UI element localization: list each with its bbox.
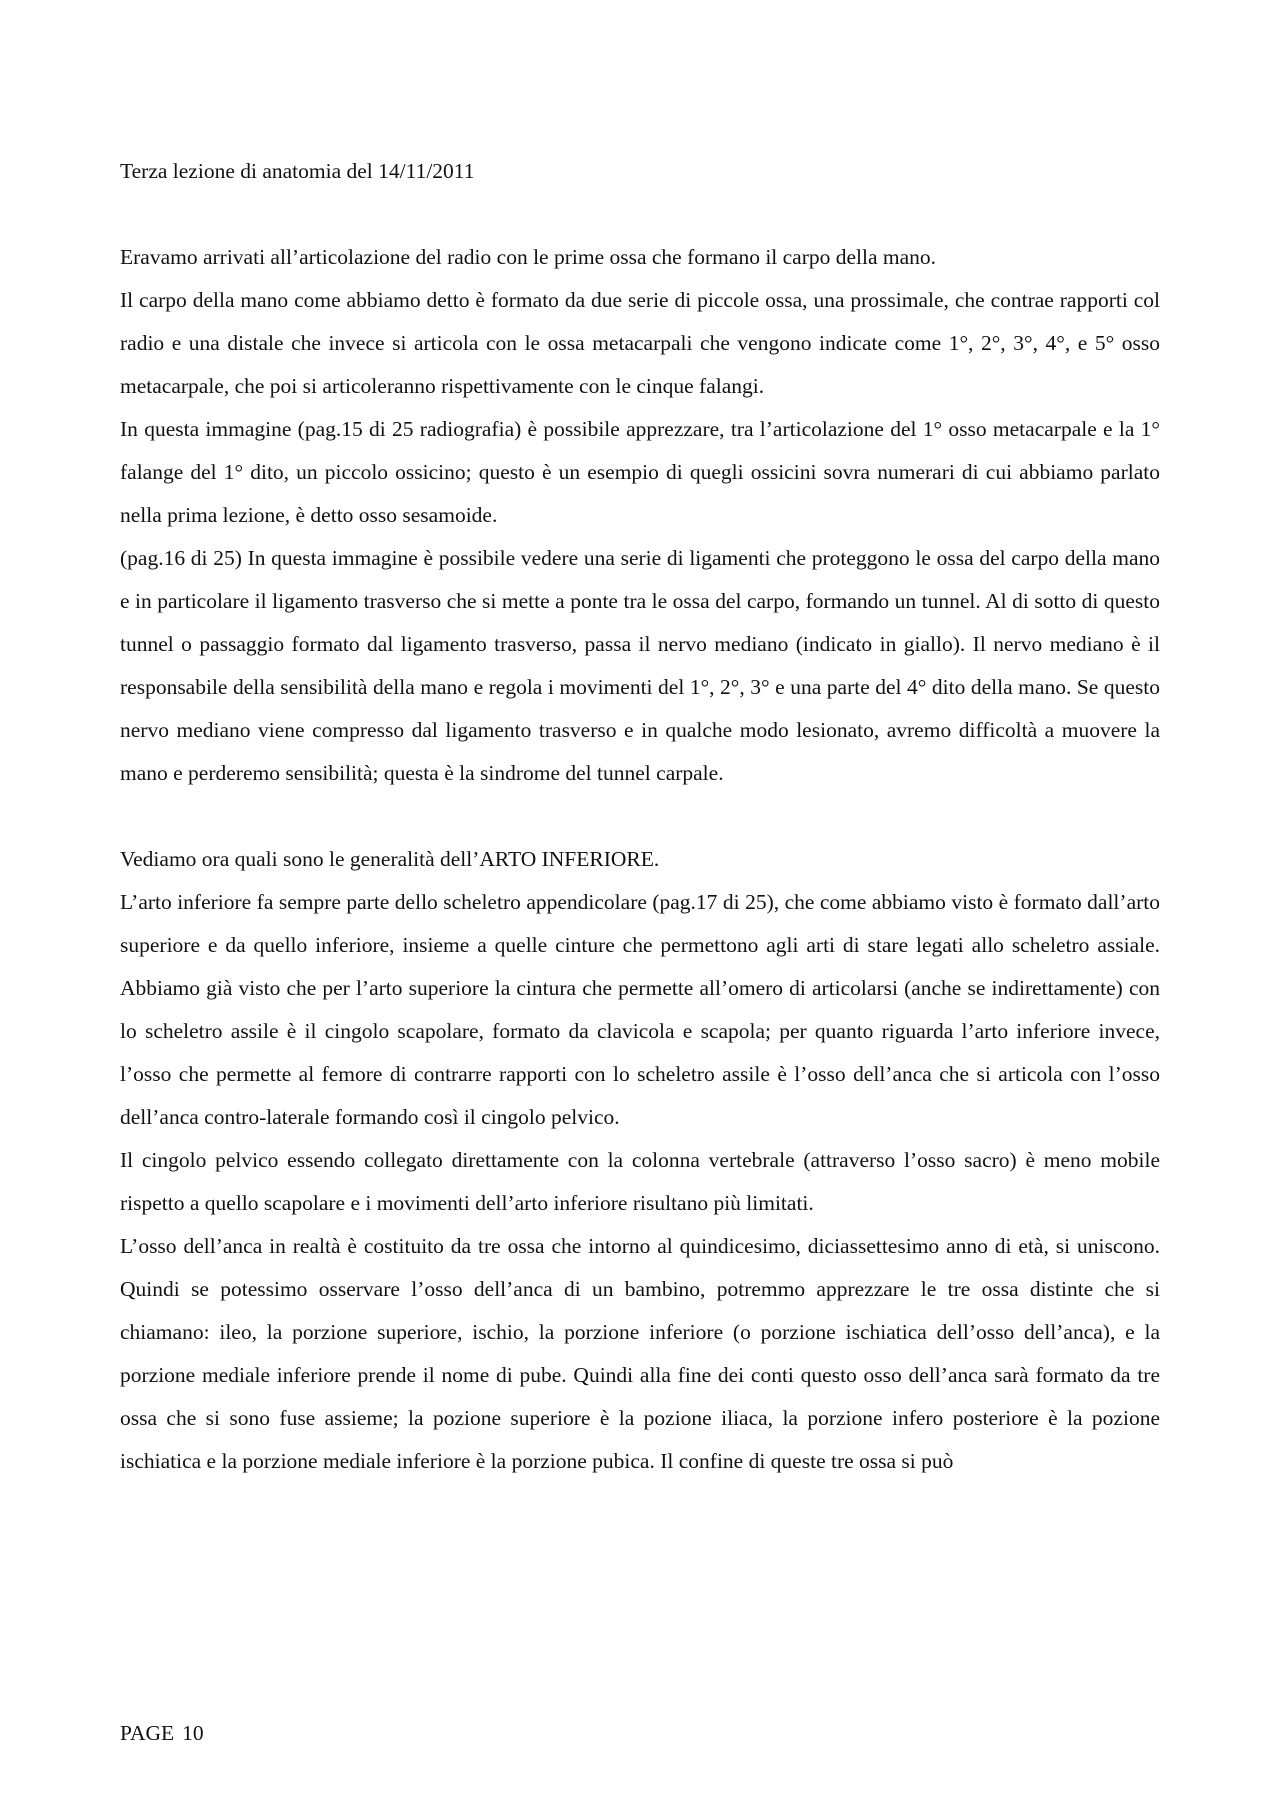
page-footer [120, 1718, 204, 1748]
page-number: 10 [182, 1721, 204, 1745]
paragraph-carpo-description: Il carpo della mano come abbiamo detto è formato da due serie di piccole ossa, una prossimale, che contrae rapporti col radio e una distale che invece si articola con le ossa metacarpali che vengono indicate come 1°, 2°, 3°, 4°, e 5° osso metacarpale, che poi si articoleranno rispettivamente con le cinque falangi. [120, 288, 1160, 398]
document-title: Terza lezione di anatomia del 14/11/2011 [120, 159, 475, 183]
paragraph-cingolo-pelvico: Il cingolo pelvico essendo collegato direttamente con la colonna vertebrale (attraverso l’osso sacro) è meno mobile rispetto a quello scapolare e i movimenti dell’arto inferiore risultano più limitati. [120, 1148, 1160, 1215]
paragraph-tunnel-carpale: (pag.16 di 25) In questa immagine è possibile vedere una serie di ligamenti che proteggono le ossa del carpo della mano e in particolare il ligamento trasverso che si mette a ponte tra le ossa del carpo, formando un tunnel. Al di sotto di questo tunnel o passaggio formato dal ligamento trasverso, passa il nervo mediano (indicato in giallo). Il nervo mediano è il responsabile della sensibilità della mano e regola i movimenti del 1°, 2°, 3° e una parte del 4° dito della mano. Se questo nervo mediano viene compresso dal ligamento trasverso e in qualche modo lesionato, avremo difficoltà a muovere la mano e perderemo sensibilità; questa è la sindrome del tunnel carpale. [120, 546, 1160, 785]
paragraph-arto-inferiore-intro: Vediamo ora quali sono le generalità dell’ARTO INFERIORE. [120, 847, 660, 871]
document-body [120, 150, 1160, 1483]
page-label: PAGE [120, 1721, 175, 1745]
paragraph-osso-sesamoide: In questa immagine (pag.15 di 25 radiografia) è possibile apprezzare, tra l’articolazione del 1° osso metacarpale e la 1° falange del 1° dito, un piccolo ossicino; questo è un esempio di quegli ossicini sovra numerari di cui abbiamo parlato nella prima lezione, è detto osso sesamoide. [120, 417, 1160, 527]
paragraph-scheletro-appendicolare: L’arto inferiore fa sempre parte dello scheletro appendicolare (pag.17 di 25), che come abbiamo visto è formato dall’arto superiore e da quello inferiore, insieme a quelle cinture che permettono agli arti di stare legati allo scheletro assiale. Abbiamo già visto che per l’arto superiore la cintura che permette all’omero di articolarsi (anche se indirettamente) con lo scheletro assile è il cingolo scapolare, formato da clavicola e scapola; per quanto riguarda l’arto inferiore invece, l’osso che permette al femore di contrarre rapporti con lo scheletro assile è l’osso dell’anca che si articola con l’osso dell’anca contro-laterale formando così il cingolo pelvico. [120, 890, 1160, 1129]
paragraph-radio-carpo: Eravamo arrivati all’articolazione del radio con le prime ossa che formano il carpo della mano. [120, 245, 937, 269]
blank-line [120, 193, 1160, 236]
paragraph-osso-anca: L’osso dell’anca in realtà è costituito da tre ossa che intorno al quindicesimo, diciassettesimo anno di età, si uniscono. Quindi se potessimo osservare l’osso dell’anca di un bambino, potremmo apprezzare le tre ossa distinte che si chiamano: ileo, la porzione superiore, ischio, la porzione inferiore (o porzione ischiatica dell’osso dell’anca), e la porzione mediale inferiore prende il nome di pube. Quindi alla fine dei conti questo osso dell’anca sarà formato da tre ossa che si sono fuse assieme; la pozione superiore è la pozione iliaca, la porzione infero posteriore è la pozione ischiatica e la porzione mediale inferiore è la porzione pubica. Il confine di queste tre ossa si può [120, 1234, 1160, 1473]
blank-line [120, 795, 1160, 838]
